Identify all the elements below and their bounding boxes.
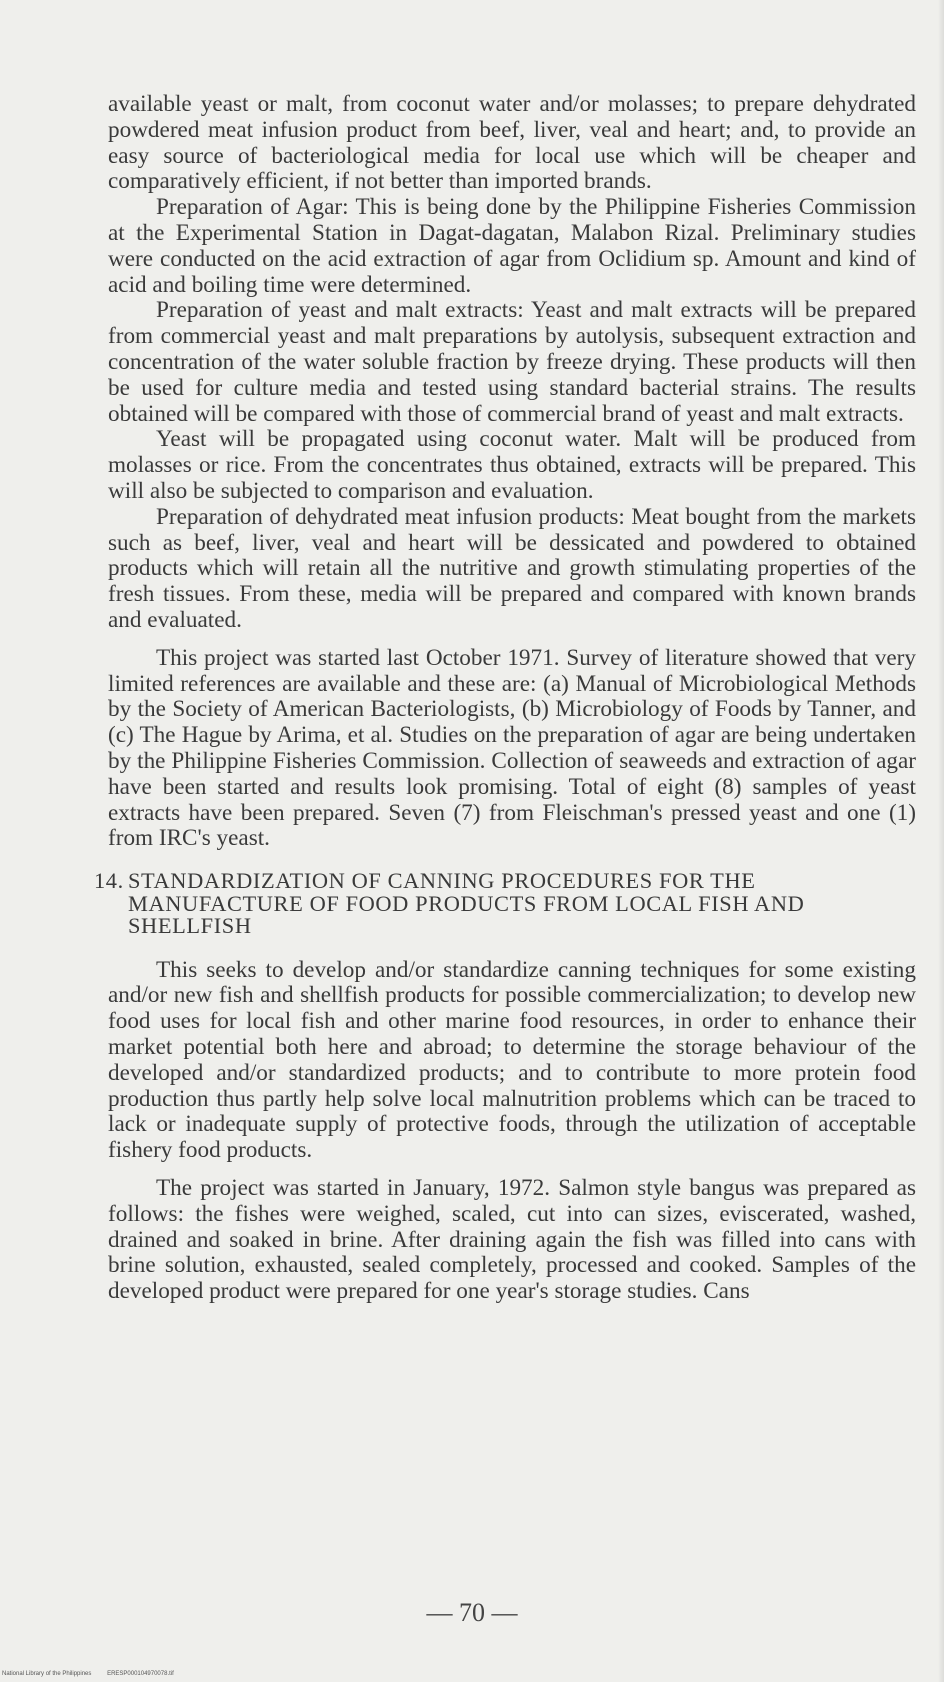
- page-number: — 70 —: [426, 1598, 518, 1627]
- paragraph-canning-objectives: This seeks to develop and/or standardize canning techniques for some existing and/or new fish and shellfish products for possible commercialization; to develop new food uses for local fish and other marine food resources, in order to enhance their market potential both here and abroad; to determine the storage behaviour of the developed and/or standardized products; and to contribute to more protein food production thus partly help solve local malnutrition problems which can be traced to lack or inadequate supply of protective foods, through the utilization of acceptable fishery food products.: [108, 956, 916, 1164]
- section-title: STANDARDIZATION OF CANNING PROCEDURES FOR THE MANUFACTURE OF FOOD PRODUCTS FROM LOCAL FISH AND SHELLFISH: [128, 868, 805, 939]
- scan-footer: [2, 1671, 188, 1677]
- footer-code: ERESP000104970078.tif: [107, 1671, 174, 1677]
- section-heading: [94, 870, 916, 938]
- paragraph-agar: Preparation of Agar: This is being done by the Philippine Fisheries Commission at the Experimental Station in Dagat-dagatan, Malabon Rizal. Preliminary studies were conducted on the acid extraction of agar from Oclidium sp. Amount and kind of acid and boiling time were determined.: [108, 194, 916, 298]
- paragraph-intro: available yeast or malt, from coconut water and/or molasses; to prepare dehydrated powdered meat infusion product from beef, liver, veal and heart; and, to provide an easy source of bacteriological media for local use which will be cheaper and comparatively efficient, if not better than imported brands.: [108, 91, 916, 195]
- paragraph-gap: [108, 634, 916, 646]
- page-edge-shadow: [938, 0, 944, 1682]
- paragraph-project-status: This project was started last October 1971. Survey of literature showed that very limited references are available and these are: (a) Manual of Microbiological Methods by the Society of American Bacteriologists, (b) Microbiology of Foods by Tanner, and (c) The Hague by Arima, et al. Studies on the preparation of agar are being undertaken by the Philippine Fisheries Commission. Collection of seaweeds and extraction of agar have been started and results look promising. Total of eight (8) samples of yeast extracts have been prepared. Seven (7) from Fleischman's pressed yeast and one (1) from IRC's yeast.: [108, 644, 916, 852]
- section-number: 14.: [94, 868, 124, 894]
- paragraph-yeast-propagation: Yeast will be propagated using coconut water. Malt will be produced from molasses or rice. From the concentrates thus obtained, extracts will be prepared. This will also be subjected to comparison and evaluation.: [108, 426, 916, 504]
- paragraph-meat-infusion: Preparation of dehydrated meat infusion products: Meat bought from the markets such as beef, liver, veal and heart will be dessicated and powdered to obtained products which will retain all the nutritive and growth stimulating properties of the fresh tissues. From these, media will be prepared and compared with known brands and evaluated.: [108, 503, 916, 633]
- paragraph-canning-progress: The project was started in January, 1972. Salmon style bangus was prepared as follows: the fishes were weighed, scaled, cut into can sizes, eviscerated, washed, drained and soaked in brine. After draining again the fish was filled into cans with brine solution, exhausted, sealed completely, processed and cooked. Samples of the developed product were prepared for one year's storage studies. Cans: [108, 1174, 916, 1305]
- document-page: [94, 91, 916, 1305]
- paragraph-yeast-malt: Preparation of yeast and malt extracts: Yeast and malt extracts will be prepared from commercial yeast and malt preparations by autolysis, subsequent extraction and concentration of the water soluble fraction by freeze drying. These products will then be used for culture media and tested using standard bacterial strains. The results obtained will be compared with those of commercial brand of yeast and malt extracts.: [108, 297, 916, 427]
- footer-library: National Library of the Philippines: [2, 1671, 92, 1677]
